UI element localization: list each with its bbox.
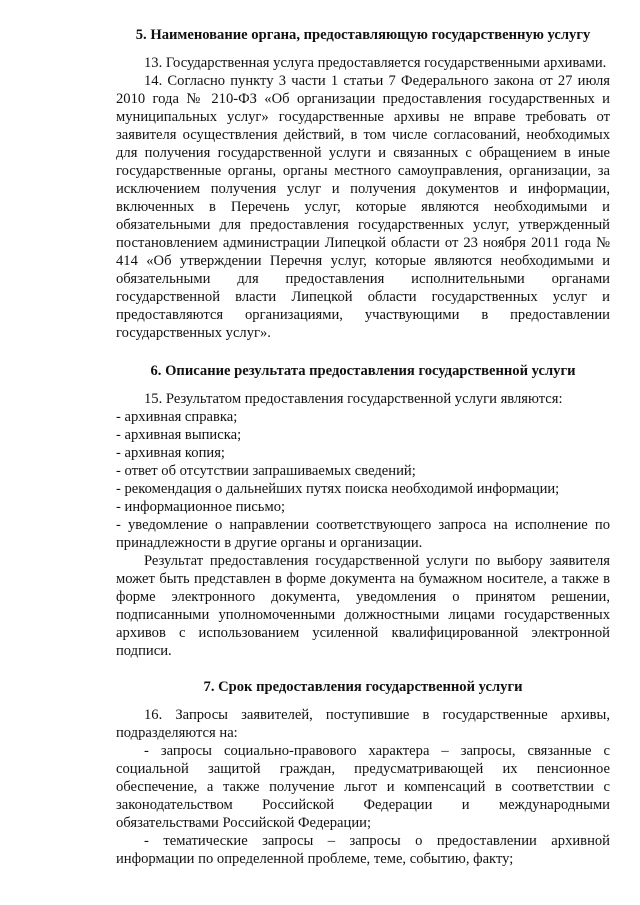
section-7 — [116, 678, 610, 868]
document-page — [116, 26, 610, 868]
list-item: - архивная выписка; — [116, 427, 242, 443]
sub-item-social: - запросы социально-правового характера – запросы, связанные с социальной защитой граждан, предусматривающей их пенсионное обеспечение, а также получение льгот и компенсаций в соответствии с законодательством Российской Федерации и международными обязательствами Российской Федерации; — [116, 743, 610, 831]
paragraph-13: 13. Государственная услуга предоставляется государственными архивами. — [144, 55, 607, 71]
section-5-heading: 5. Наименование органа, предоставляющую государственную услугу — [135, 27, 591, 43]
list-item: - архивная копия; — [116, 445, 225, 461]
section-7-heading: 7. Срок предоставления государственной услуги — [203, 679, 523, 695]
section-6-heading: 6. Описание результата предоставления государственной услуги — [150, 363, 576, 379]
list-item: - информационное письмо; — [116, 499, 286, 515]
paragraph-16: 16. Запросы заявителей, поступившие в государственные архивы, подразделяются на: — [116, 707, 610, 741]
paragraph-14: 14. Согласно пункту 3 части 1 статьи 7 Федерального закона от 27 июля 2010 года № 210-ФЗ «Об организации предоставления государственных и муниципальных услуг» государственные архивы не вправе требовать от заявителя осуществления действий, в том числе согласований, необходимых для получения государственной услуги и связанных с обращением в иные государственные органы, органы местного самоуправления, организации, за исключением получения услуг и получения документов и информации, включенных в Перечень услуг, которые являются необходимыми и обязательными для предоставления государственных услуг, утвержденный постановлением администрации Липецкой области от 23 ноября 2011 года № 414 «Об утверждении Перечня услуг, которые являются необходимыми и обязательными для предоставления исполнительными органами государственной власти Липецкой области государственных услуг и предоставляются организациями, участвующими в предоставлении государственных услуг». — [116, 73, 610, 341]
section-6 — [116, 362, 610, 660]
list-item: - архивная справка; — [116, 409, 238, 425]
list-item: - рекомендация о дальнейших путях поиска необходимой информации; — [116, 481, 560, 497]
list-item: - ответ об отсутствии запрашиваемых сведений; — [116, 463, 416, 479]
list-item: - уведомление о направлении соответствующего запроса на исполнение по принадлежности в другие органы и организации. — [116, 517, 610, 551]
sub-item-thematic: - тематические запросы – запросы о предоставлении архивной информации по определенной проблеме, теме, событию, факту; — [116, 833, 610, 867]
result-paragraph: Результат предоставления государственной услуги по выбору заявителя может быть представлен в форме документа на бумажном носителе, а также в форме электронного документа, уведомления о принятом решении, подписанными уполномоченными должностными лицами государственных архивов с использованием усиленной квалифицированной электронной подписи. — [116, 553, 610, 659]
section-5 — [116, 26, 610, 342]
paragraph-15: 15. Результатом предоставления государственной услуги являются: — [144, 391, 563, 407]
